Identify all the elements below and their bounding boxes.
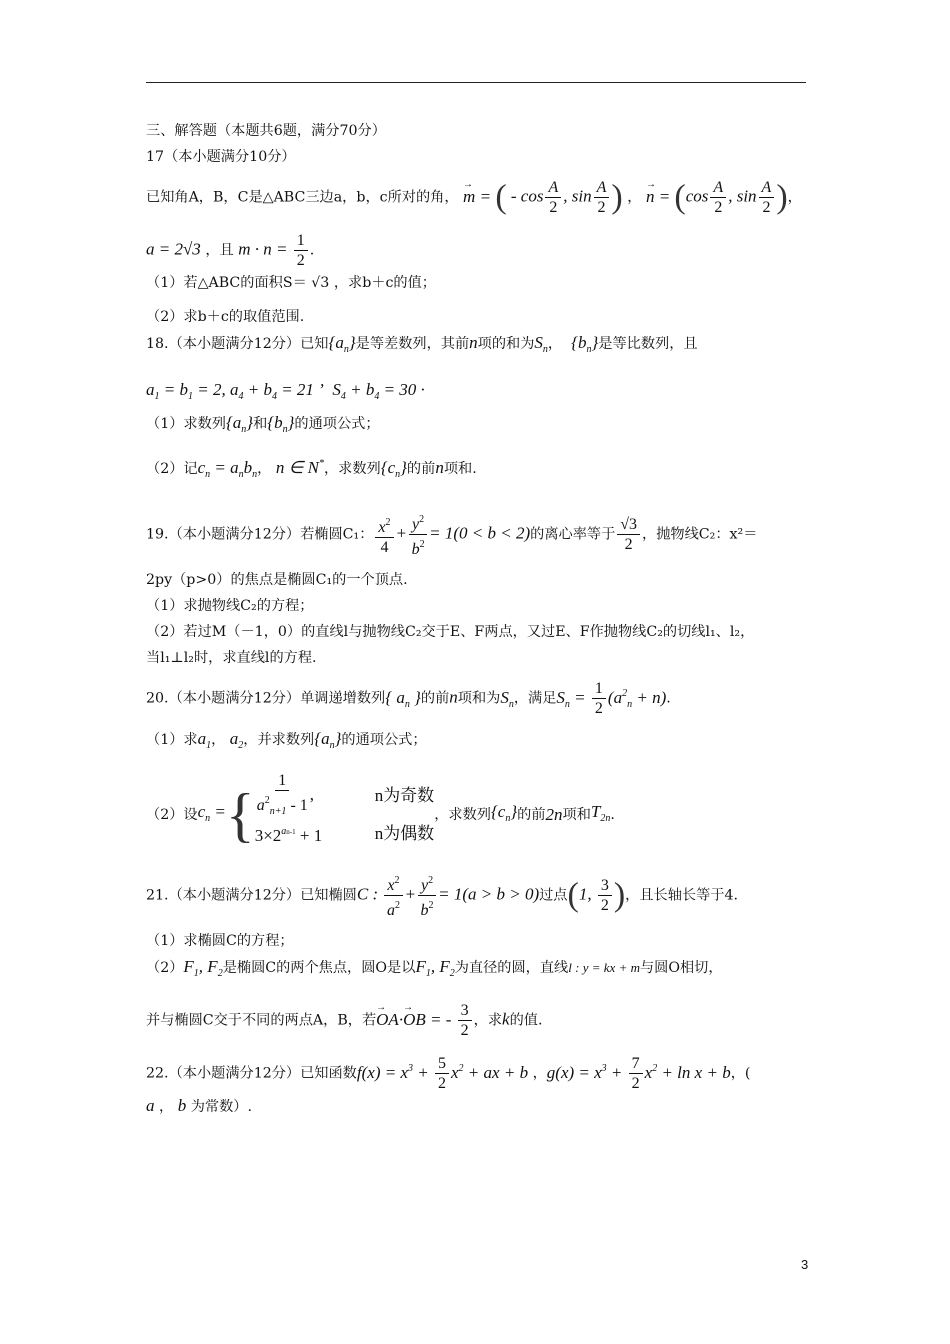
q17-condition: a = 2√3 ，且 m · n = $\frac{1}{2}$ . <box>146 232 315 269</box>
q19-part2a: （2）若过M（－1，0）的直线l与抛物线C₂交于E、F两点，又过E、F作抛物线C₂的切线l₁、l₂， <box>146 624 755 640</box>
q19-part2b: 当l₁⊥l₂时，求直线l的方程. <box>146 650 317 666</box>
q19-stem: 19.（本小题满分12分）若椭圆C₁： $\frac{x^2}{4}$ + $\frac{y^2}{b^2}$ = 1(0 < b < 2)的离心率等于 $\frac{√3}{2}$ ，抛物线C₂：x²＝ <box>146 510 816 559</box>
q18-part1: （1）求数列$\{a_n\}$和$\{b_n\}$的通项公式； <box>146 413 380 435</box>
q21-part1: （1）求椭圆C的方程； <box>146 933 294 949</box>
section-title: 三、解答题（本题共6题，满分70分） <box>146 123 386 139</box>
q17-n-vector: → n = <box>646 187 674 206</box>
q17-part2: （2）求b＋c的取值范围. <box>146 309 305 325</box>
q17-part1: （1）若△ABC的面积S＝ √3 ，求b＋c的值； <box>146 275 436 291</box>
q18-stem: 18.（本小题满分12分）已知$\{a_n\}$是等差数列，其前n项的和为$S_n$， $\{b_n\}$是等比数列，且 <box>146 333 698 355</box>
q22-line2: a ， b 为常数）. <box>146 1096 252 1115</box>
q20-stem: 20.（本小题满分12分）单调递增数列{ $a_n$ }的前n项和为$S_n$，满足$S_n$ = $\frac{1}{2}$ $(a^2_n + n)$. <box>146 680 671 717</box>
q18-condition: $a_1 = b_1 = 2$, $a_4 + b_4 = 21$ ’ $S_4 + b_4 = 30$ · <box>146 380 425 402</box>
q21-part2: $(2)F_1$, $F_2$是椭圆C的两个焦点，圆O是以$F_1$, $F_2$为直径的圆，直线l : y = kx + m与圆O相切， <box>146 957 723 979</box>
exam-content <box>146 118 816 1120</box>
q19-part1: （1）求抛物线C₂的方程； <box>146 598 314 614</box>
header-rule <box>146 82 806 83</box>
q17-stem-text: 已知角A，B，C是△ABC三边a，b，c所对的角， <box>146 189 459 206</box>
q21-line3: 并与椭圆C交于不同的两点A，B，若→ OA·→ OB = - $\frac{3}{2}$ ，求k的值. <box>146 1001 816 1040</box>
q17-stem: 已知角A，B，C是△ABC三边a，b，c所对的角， → m = ( - cos $\frac{A}{2}$ , sin $\frac{A}{2}$ ) ， → n = (cos $\frac{A}{2}$ , sin $\frac{A}{2}$ )， <box>146 178 816 217</box>
q17-heading: 17（本小题满分10分） <box>146 149 296 165</box>
q19-line2: 2py（p>0）的焦点是椭圆C₁的一个顶点. <box>146 572 408 588</box>
q17-m-vector: → m = <box>463 187 495 206</box>
q20-part2: （2）设 $c_n$ = { $\frac{1}{a^2_{n+1} - 1}$ , n为奇数 $3\times 2^{an-1} + 1$ n为偶数 ，求数列 $\{c_n\}$ 的前 2n 项和 $T_{2n}$ . <box>146 772 615 848</box>
page-number: 3 <box>801 1257 809 1272</box>
q20-part1: （1）求$a_1$， $a_2$，并求数列$\{a_n\}$的通项公式； <box>146 729 427 751</box>
q18-part2: （2）记$c_n = a_nb_n$， n ∈ N*，求数列$\{c_n\}$的前n项和. <box>146 458 477 480</box>
q22-stem: 22.（本小题满分12分）已知函数$f(x) = x^3$ + $\frac{5}{2}$ $x^2$ + ax + b ，$g(x) = x^3$ + $\frac{7}{2}$ $x^2 + \ln x + b$，( <box>146 1055 751 1092</box>
q21-stem: 21.（本小题满分12分）已知椭圆C : $\frac{x^2}{a^2}$ + $\frac{y^2}{b^2}$ = 1(a > b > 0)过点(1, $\frac{3}{2}$ )，且长轴长等于4. <box>146 871 816 920</box>
